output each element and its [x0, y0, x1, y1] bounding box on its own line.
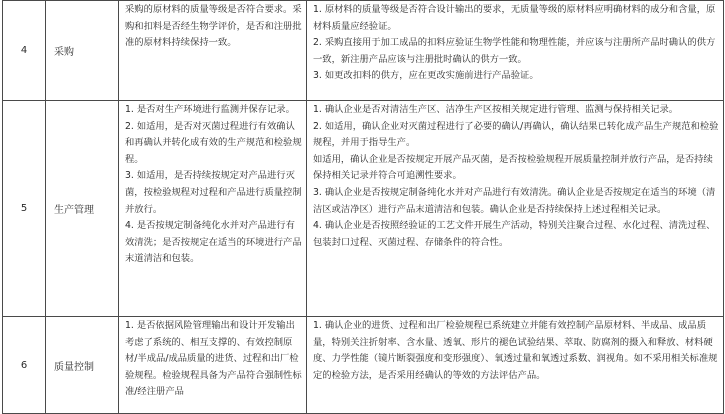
row-number: 6: [3, 317, 46, 414]
method-text: 1. 确认企业是否对清洁生产区、洁净生产区按相关规定进行管理、监测与保持相关记录。 2. 如适用，确认企业对灭菌过程进行了必要的确认/再确认，确认结果已转化成产品生产规范和检验规程，并用于指导生产。 如适用，确认企业是否按规定开展产品灭菌，是否按检验规程开展质量控制并放行产品，是否持续保持相关记录并符合可追溯性要求。 3. 确认企业是否按规定制备纯化水并对产品进行有效清洗。确认企业是否按规定在适当的环境（清洁区或洁净区）进行产品末道清洁和包装。确认企业是否持续保持上述过程相关记录。 4. 确认企业是否按照经验证的工艺文件开展生产活动，特别关注聚合过程、水化过程、清洗过程、包装封口过程、灭菌过程、存储条件的符合性。: [313, 104, 719, 248]
table-row: [3, 317, 724, 414]
row-item: 生产管理: [46, 101, 119, 317]
row-number: 4: [3, 1, 46, 101]
requirement-cell: [119, 101, 307, 317]
row-item: 采购: [46, 1, 119, 101]
method-cell: [307, 317, 724, 414]
row-item: 质量控制: [46, 317, 119, 414]
inspection-requirements-table: [2, 0, 724, 414]
row-number: 5: [3, 101, 46, 317]
method-text: 1. 确认企业的进货、过程和出厂检验规程已系统建立并能有效控制产品原材料、半成品、成品质量，特别关注折射率、含水量、透氧、形片的褪色试验结果、萃取、防腐剂的摄入和释放、材料硬度、力学性能（镜片断裂强度和变形强度）、氧透过量和氧透过系数、润视角。如不采用相关标准规定的检验方法，是否采用经确认的等效的方法评估产品。: [313, 320, 718, 381]
requirement-cell: [119, 317, 307, 414]
method-cell: [307, 1, 724, 101]
requirement-text: 采购的原材料的质量等级是否符合要求。采购和扣料是否经生物学评价，是否和注册批准的原材料持续保持一致。: [125, 4, 302, 49]
table-row: [3, 101, 724, 317]
requirement-text: 1. 是否对生产环境进行监测并保存记录。 2. 如适用，是否对灭菌过程进行有效确认和再确认并转化成有效的生产规范和检验规程。 3. 如适用，是否持续按规定对产品进行灭菌，按检验规程对过程和产品进行质量控制并放行。 4. 是否按规定制备纯化水并对产品进行有效清洗；是否按规定在适当的环境进行产品末道清洁和包装。: [125, 104, 302, 265]
method-text: 1. 原材料的质量等级是否符合设计输出的要求，无质量等级的原材料应明确材料的成分和含量，原材料质量应经验证。 2. 采购直接用于加工成品的扣料应验证生物学性能和物理性能，并应该与注册所产品时确认的供方一致，新注册产品应该与注册批时确认的供方一致。 3. 如更改扣料的供方，应在更改实施前进行产品验证。: [313, 4, 716, 82]
method-cell: [307, 101, 724, 317]
requirement-text: 1. 是否依据风险管理输出和设计开发输出考虑了系统的、相互支撑的、有效控制原材/半成品/成品质量的进货、过程和出厂检验规程。检验规程具备为产品符合强制性标准/经注册产品: [125, 320, 302, 398]
table-row: [3, 1, 724, 101]
requirement-cell: [119, 1, 307, 101]
